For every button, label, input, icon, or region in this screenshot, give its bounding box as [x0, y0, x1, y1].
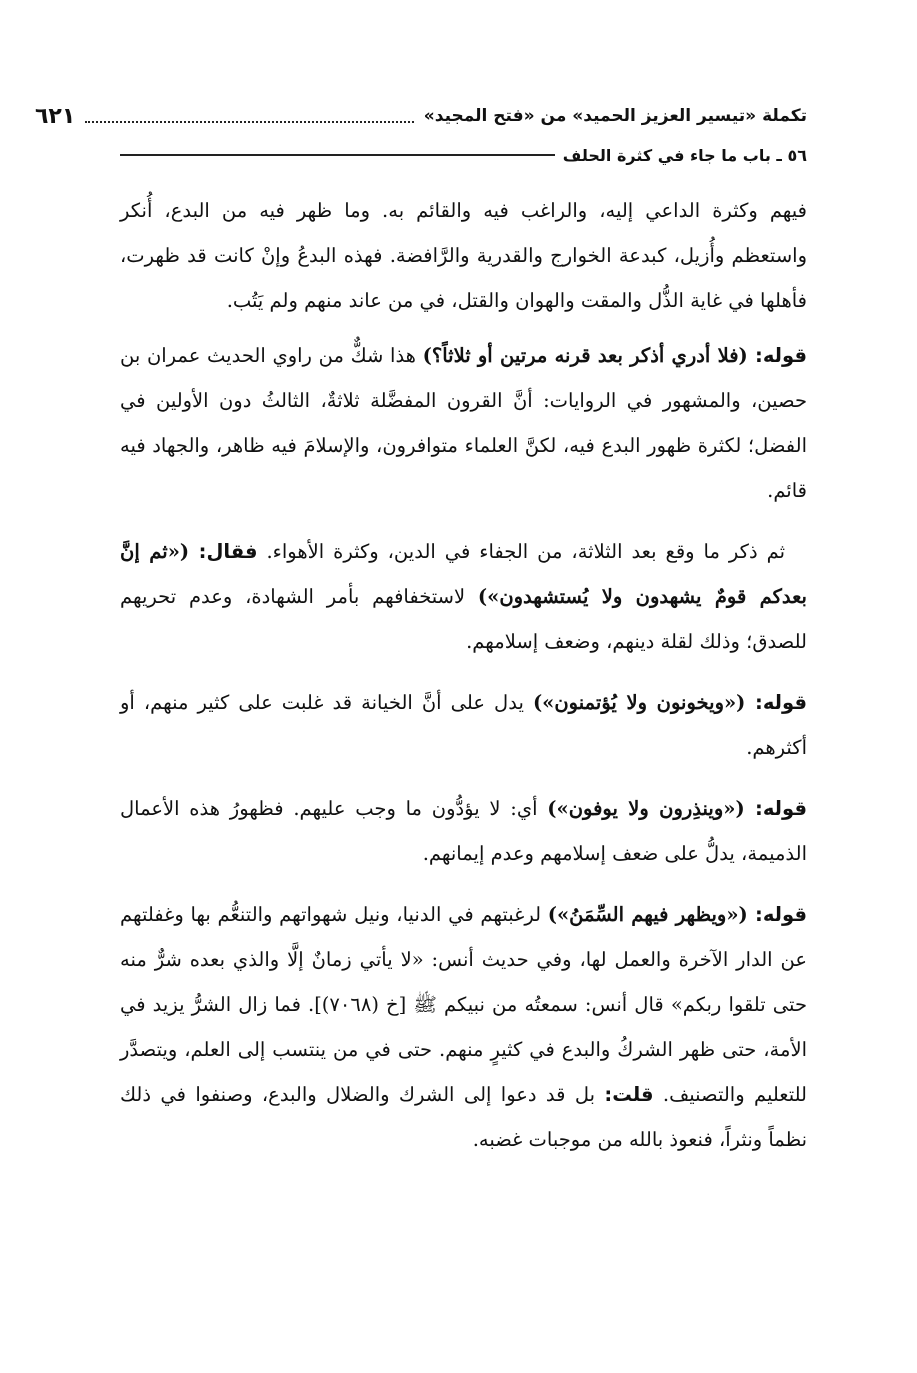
- quoted-text: («ثم إنَّ بعدكم قومٌ يشهدون ولا يُستشهدون»): [120, 540, 807, 608]
- lead-word: قوله:: [755, 903, 807, 926]
- paragraph-6: [120, 892, 807, 1162]
- paragraph-text: يدل على أنَّ الخيانة قد غلبت على كثير منهم، أو أكثرهم.: [120, 691, 807, 759]
- lead-word: قلت:: [604, 1083, 654, 1106]
- running-title: تكملة «تيسير العزيز الحميد» من «فتح المجيد»: [423, 106, 807, 126]
- dotted-leader: [85, 109, 413, 123]
- paragraph-text: هذا شكٌّ من راوي الحديث عمران بن حصين، والمشهور في الروايات: أنَّ القرون المفضَّلة ثلاثةٌ، الثالثُ دون الأولين في الفضل؛ لكثرة ظهور البدع فيه، لكنَّ العلماء متوافرون، والإسلامَ فيه ظاهر، والجهاد فيه قائم.: [120, 344, 807, 502]
- quoted-text: («وينذِرون ولا يوفون»): [547, 797, 756, 820]
- quoted-text: («ويظهر فيهم السِّمَنُ»): [547, 903, 756, 926]
- paragraph-5: [120, 786, 807, 876]
- lead-word: فقال:: [198, 540, 258, 563]
- lead-word: قوله:: [755, 344, 807, 367]
- paragraph-2: [120, 333, 807, 513]
- lead-word: قوله:: [755, 691, 807, 714]
- chapter-header: [120, 140, 807, 170]
- chapter-title: ٥٦ ـ باب ما جاء في كثرة الحلف: [562, 145, 807, 165]
- paragraph-1: [120, 188, 807, 323]
- header-rule: [120, 154, 555, 156]
- paragraph-3: [120, 529, 807, 664]
- paragraph-text: فيهم وكثرة الداعي إليه، والراغب فيه والقائم به. وما ظهر فيه من البدع، أُنكر واستعظم وأُزيل، كبدعة الخوارج والقدرية والرَّافضة. فهذه البدعُ وإنْ كانت قد ظهرت، فأهلها في غاية الذُّل والمقت والهوان والقتل، في من عاند منهم ولم يَتُب.: [120, 199, 807, 312]
- paragraph-4: [120, 680, 807, 770]
- paragraph-text: أي: لا يؤدُّون ما وجب عليهم. فظهورُ هذه الأعمال الذميمة، يدلُّ على ضعف إسلامهم وعدم إيمانهم.: [120, 797, 807, 865]
- quoted-text: (فلا أدري أذكر بعد قرنه مرتين أو ثلاثاً؟): [422, 344, 756, 367]
- page-number: ٦٢١: [35, 103, 76, 129]
- paragraph-text: لرغبتهم في الدنيا، ونيل شهواتهم والتنعُّم بها وغفلتهم عن الدار الآخرة والعمل لها، وفي حديث أنس: «لا يأتي زمانٌ إلَّا والذي بعده شرٌّ منه حتى تلقوا ربكم» قال أنس: سمعتُه من نبيكم ﷺ [خ (٧٠٦٨)]. فما زال الشرُّ يزيد في الأمة، حتى ظهر الشركُ والبدع في كثيرٍ منهم. حتى في من ينتسب إلى العلم، ويتصدَّر للتعليم والتصنيف.: [120, 903, 807, 1106]
- page-header: [35, 98, 807, 134]
- paragraph-text: بل قد دعوا إلى الشرك والضلال والبدع، وصنفوا في ذلك نظماً ونثراً، فنعوذ بالله من موجبات غضبه.: [120, 1083, 807, 1151]
- body-text: [120, 188, 807, 1178]
- quoted-text: («ويخونون ولا يُؤتمنون»): [532, 691, 756, 714]
- lead-word: قوله:: [755, 797, 807, 820]
- paragraph-text: لاستخفافهم بأمر الشهادة، وعدم تحريهم للصدق؛ وذلك لقلة دينهم، وضعف إسلامهم.: [120, 585, 807, 653]
- paragraph-text: ثم ذكر ما وقع بعد الثلاثة، من الجفاء في الدين، وكثرة الأهواء.: [257, 540, 786, 563]
